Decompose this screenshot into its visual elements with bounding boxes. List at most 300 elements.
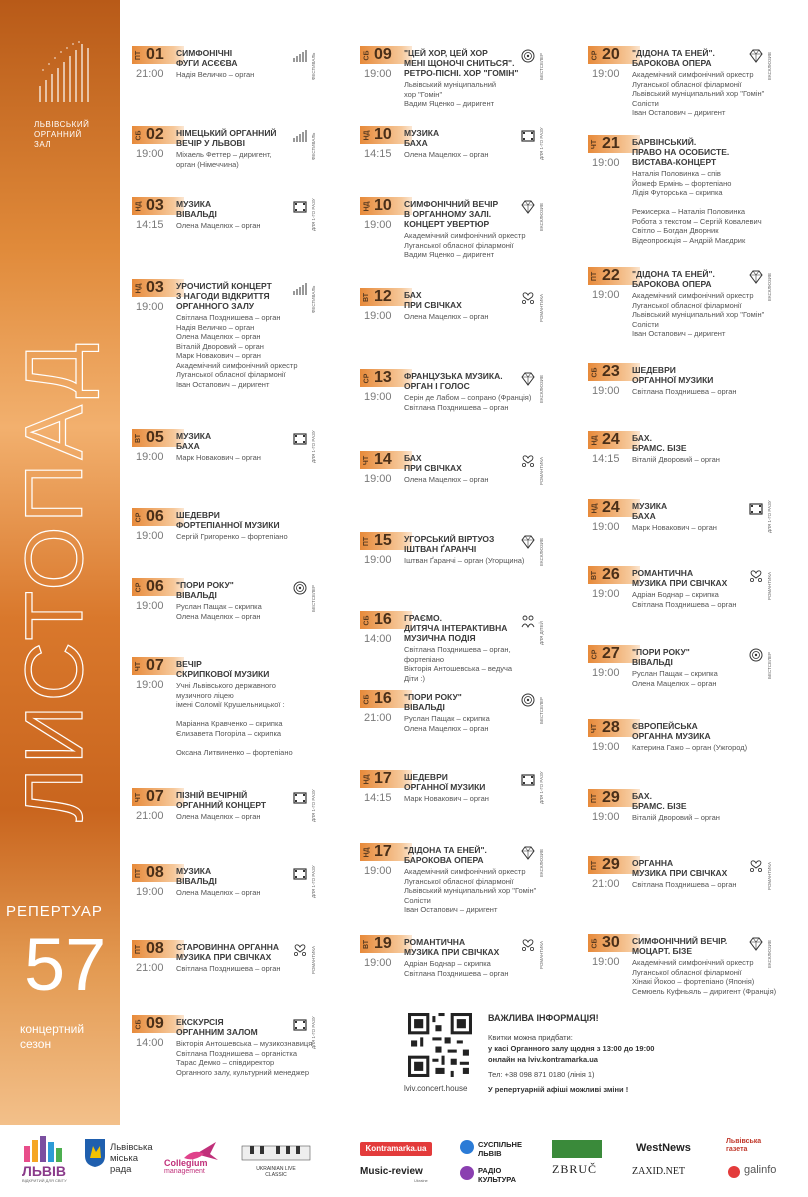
event-title [632, 936, 760, 956]
event-title [404, 772, 532, 792]
day-number: 07 [146, 657, 164, 674]
event-detail-line: Руслан Пащак – скрипка [176, 602, 262, 611]
day-number: 06 [146, 578, 164, 595]
day-number: 08 [146, 864, 164, 881]
event-item[interactable] [132, 940, 352, 1010]
event-category-label: ДЛЯ 1-ГО РАЗУ [311, 1016, 316, 1049]
day-number: 16 [374, 611, 392, 628]
weekday-label [589, 267, 601, 285]
event-title [404, 290, 532, 310]
event-title-line: В ОРГАННОМУ ЗАЛІ. [404, 209, 492, 219]
event-title [632, 647, 760, 667]
event-item[interactable] [360, 451, 580, 521]
event-detail-line: Марк Новакович – орган [632, 523, 717, 532]
event-detail-line: Олена Мацелюх – орган [176, 812, 261, 821]
event-item[interactable] [132, 864, 352, 934]
event-title-line: ОРГАННОЇ МУЗИКИ [632, 375, 714, 385]
event-details [176, 681, 336, 757]
film-icon [292, 431, 308, 447]
event-item[interactable] [132, 1015, 352, 1085]
event-detail-line: Семюель Куфньяль – диригент (Франція) [632, 986, 777, 996]
event-item[interactable] [588, 789, 808, 859]
event-category-label: ФЕСТИВАЛЬ [311, 285, 316, 313]
weekday-text: ПТ [135, 944, 143, 954]
day-number: 12 [374, 288, 392, 305]
radio-culture-logo[interactable] [478, 1166, 516, 1184]
weekday-text: ЧТ [591, 723, 599, 733]
weekday-text: ЧТ [135, 661, 143, 671]
weekday-label [589, 934, 601, 952]
event-title-line: "ДІДОНА ТА ЕНЕЙ". [632, 48, 715, 58]
weekday-text: НД [591, 434, 599, 446]
event-item[interactable] [360, 935, 580, 1005]
event-title [632, 433, 760, 453]
event-title-line: ШЕДЕВРИ [404, 772, 448, 782]
event-title [404, 692, 532, 712]
event-time: 19:00 [592, 588, 620, 600]
weekday-label [361, 197, 373, 215]
film-icon [748, 501, 764, 517]
event-title [176, 128, 304, 148]
event-time: 19:00 [592, 741, 620, 753]
event-item[interactable] [588, 363, 808, 433]
weekday-label [361, 935, 373, 953]
weekday-label [361, 532, 373, 550]
weekday-text: ВТ [591, 570, 599, 580]
westnews-logo[interactable]: WestNews [636, 1142, 691, 1154]
day-number: 24 [602, 499, 620, 516]
event-title-line: ОРГАННОЇ МУЗИКИ [404, 782, 486, 792]
event-time: 21:00 [136, 962, 164, 974]
event-category-label: ЕКСКЛЮЗИВ [539, 203, 544, 231]
event-title-line: БАРОКОВА ОПЕРА [632, 58, 712, 68]
bestseller-icon [748, 647, 764, 663]
day-number: 13 [374, 369, 392, 386]
event-category-label: ДЛЯ 1-ГО РАЗУ [311, 865, 316, 898]
event-title-line: ІШТВАН ҐАРАНЧІ [404, 544, 477, 554]
event-item[interactable] [132, 46, 352, 116]
weekday-text: ВТ [363, 939, 371, 949]
event-detail-line: Луганської обласної філармонії [632, 79, 742, 89]
event-time: 19:00 [136, 530, 164, 542]
zbruc-logo[interactable]: ZBRUČ [552, 1162, 598, 1176]
event-title [404, 453, 532, 473]
event-title [176, 199, 304, 219]
weekday-text: НД [135, 282, 143, 294]
event-details [176, 532, 336, 542]
music-review-sub: Ukraine [414, 1178, 428, 1183]
event-category-label: ЕКСКЛЮЗИВ [539, 538, 544, 566]
event-title-line: ОРГАННА [632, 858, 674, 868]
weekday-text: СБ [363, 693, 371, 705]
event-title-line: "ПОРИ РОКУ" [632, 647, 690, 657]
event-time: 14:15 [592, 453, 620, 465]
weekday-text: НД [363, 773, 371, 785]
event-time: 19:00 [136, 886, 164, 898]
event-title-line: БАХА [404, 138, 428, 148]
event-category-label: РОМАНТИКА [767, 571, 772, 600]
bestseller-icon [292, 580, 308, 596]
event-title-line: РОМАНТИЧНА [632, 568, 694, 578]
film-icon [520, 772, 536, 788]
event-title [632, 501, 760, 521]
weekday-label [133, 788, 145, 806]
event-time: 21:00 [592, 878, 620, 890]
romance-icon [520, 290, 536, 306]
day-number: 14 [374, 451, 392, 468]
weekday-label [133, 940, 145, 958]
event-category-label: РОМАНТИКА [539, 456, 544, 485]
event-title-line: МУЗИКА ПРИ СВІЧКАХ [632, 868, 728, 878]
weekday-text: НД [135, 200, 143, 212]
event-title-line: ОРГАННА МУЗИКА [632, 731, 711, 741]
event-detail-line: Світло – Богдан Дворник [632, 226, 719, 235]
event-item[interactable] [588, 135, 808, 245]
event-time: 21:00 [136, 810, 164, 822]
event-category-label: РОМАНТИКА [539, 940, 544, 969]
event-detail-line: Іван Остапович – диригент [176, 379, 270, 389]
event-title-line: ВИСТАВА-КОНЦЕРТ [632, 157, 717, 167]
qr-caption[interactable]: lviv.concert.house [404, 1084, 468, 1093]
weekday-label [133, 1015, 145, 1033]
radio-dot-icon [460, 1166, 474, 1180]
event-detail-line: Львівський муніципальний [404, 80, 497, 89]
lvivska-gazeta-logo[interactable]: Львівська газета [726, 1138, 762, 1153]
event-title-line: МУЗИКА ПРИ СВІЧКАХ [404, 947, 500, 957]
weekday-text: ПТ [363, 536, 371, 546]
day-number: 08 [146, 940, 164, 957]
event-detail-line: Львівський муніципальний хор "Гомін" [632, 310, 765, 319]
weekday-text: ПТ [135, 50, 143, 60]
music-review-logo[interactable]: Music-review [360, 1166, 423, 1177]
radio-line: РАДІО [478, 1166, 502, 1175]
month-title-text: ЛИСТОПАД [9, 338, 100, 822]
day-number: 21 [602, 135, 620, 152]
event-detail-line [176, 710, 336, 720]
kontramarka-logo[interactable]: Kontramarka.ua [360, 1142, 432, 1156]
event-detail-line: Академічний симфонічний оркестр [404, 867, 526, 876]
qr-code-icon[interactable] [408, 1013, 472, 1077]
weekday-label [589, 46, 601, 64]
galinfo-logo[interactable]: galinfo [744, 1164, 777, 1176]
event-detail-line: Олена Мацелюх – орган [404, 723, 489, 733]
event-title-line: БАХА [632, 511, 656, 521]
event-title-line: ВЕЧІР У ЛЬВОВІ [176, 138, 245, 148]
event-title-line: ВІВАЛЬДІ [632, 657, 673, 667]
event-detail-line: Луганської обласної філармонії [632, 300, 742, 310]
event-item[interactable] [588, 267, 808, 337]
event-detail-line: Марк Новакович – орган [404, 794, 489, 803]
event-detail-line: Вікторія Антошевська – ведуча [404, 664, 513, 673]
event-title [404, 128, 532, 148]
event-detail-line: Руслан Пащак – скрипка [404, 714, 490, 723]
event-details [176, 313, 336, 389]
event-category-label: БЕСТСЕЛЕР [539, 696, 544, 724]
weekday-text: ЧТ [135, 792, 143, 802]
event-detail-line: Віталій Дворовий – орган [632, 813, 720, 822]
ulc-logo[interactable] [238, 1142, 314, 1178]
event-detail-line [632, 198, 792, 208]
event-time: 19:00 [592, 521, 620, 533]
council-line: рада [110, 1164, 132, 1175]
event-item[interactable] [588, 499, 808, 569]
collegium-logo[interactable] [164, 1140, 220, 1175]
lviv-council-logo[interactable] [84, 1138, 106, 1170]
event-item[interactable] [360, 197, 580, 267]
event-time: 19:00 [592, 956, 620, 968]
event-detail-line: Міхаель Феттер – диригент, [176, 150, 272, 159]
event-time: 21:00 [136, 68, 164, 80]
event-time: 19:00 [364, 473, 392, 485]
weekday-text: НД [363, 200, 371, 212]
event-detail-line: Світлана Позднишева – орган [632, 599, 737, 609]
film-icon [520, 128, 536, 144]
festival-icon [292, 48, 308, 64]
diamond-icon [748, 936, 764, 952]
event-time: 19:00 [364, 219, 392, 231]
event-time: 19:00 [592, 667, 620, 679]
weekday-label [133, 46, 145, 64]
weekday-text: НД [591, 502, 599, 514]
season-line: сезон [20, 1037, 52, 1051]
event-title [632, 269, 760, 289]
event-item[interactable] [360, 46, 580, 116]
lviv-logo-sub: ВІДКРИТИЙ ДЛЯ СВІТУ [22, 1178, 67, 1183]
event-title-line: БРАМС. БІЗЕ [632, 801, 687, 811]
event-item[interactable] [588, 856, 808, 926]
event-detail-line: Світлана Позднишева – орган [632, 880, 737, 889]
event-item[interactable] [132, 126, 352, 196]
weekday-label [133, 126, 145, 144]
ulc-text: UKRAINIAN LIVE [256, 1166, 296, 1172]
lviv-logo[interactable] [22, 1136, 72, 1182]
event-title-line: УРОЧИСТИЙ КОНЦЕРТ [176, 281, 272, 291]
event-item[interactable] [588, 566, 808, 636]
weekday-text: ЧТ [363, 455, 371, 465]
weekday-text: НД [363, 129, 371, 141]
day-number: 06 [146, 508, 164, 525]
info-phone[interactable]: Тел: +38 098 871 0180 (лінія 1) [488, 1070, 595, 1079]
zaxid-logo[interactable]: ZAXID.NET [632, 1166, 686, 1177]
event-detail-line: Єлизавета Погоріла – скрипка [176, 728, 282, 738]
event-title-line: ПІЗНІЙ ВЕЧІРНІЙ [176, 790, 248, 800]
event-item[interactable] [360, 126, 580, 196]
diamond-icon [520, 845, 536, 861]
weekday-label [361, 126, 373, 144]
event-detail-line: Вікторія Антошевська – музикознавиця [176, 1039, 313, 1048]
event-category-label: ДЛЯ 1-ГО РАЗУ [767, 500, 772, 533]
event-time: 19:00 [364, 957, 392, 969]
event-item[interactable] [360, 611, 580, 681]
collegium-sub: management [164, 1168, 205, 1175]
event-title-line: ФРАНЦУЗЬКА МУЗИКА. [404, 371, 503, 381]
event-title-line: "ДІДОНА ТА ЕНЕЙ". [632, 269, 715, 279]
weekday-label [133, 429, 145, 447]
event-detail-line: Академічний симфонічний оркестр [632, 958, 754, 967]
event-item[interactable] [588, 645, 808, 715]
event-item[interactable] [360, 288, 580, 358]
festival-icon [292, 281, 308, 297]
event-title-line: ДИТЯЧА ІНТЕРАКТИВНА [404, 623, 508, 633]
event-time: 19:00 [592, 385, 620, 397]
film-icon [292, 1017, 308, 1033]
event-category-label: РОМАНТИКА [767, 861, 772, 890]
event-title-line: МУЗИКА [176, 431, 212, 441]
event-item[interactable] [132, 279, 352, 389]
coat-of-arms-icon [84, 1138, 106, 1168]
weekday-text: ЧТ [591, 139, 599, 149]
event-title-line: МУЗИЧНА ПОДІЯ [404, 633, 476, 643]
event-item[interactable] [132, 429, 352, 499]
info-line: Квитки можна придбати: [488, 1033, 573, 1042]
weekday-label [361, 843, 373, 861]
event-title [404, 534, 532, 554]
event-details [632, 813, 792, 823]
event-detail-line: Хінакі Йокоо – фортепіано (Японія) [632, 977, 755, 986]
event-time: 19:00 [592, 68, 620, 80]
info-line: у касі Органного залу щодня з 13:00 до 19:00 [488, 1044, 655, 1053]
day-number: 09 [146, 1015, 164, 1032]
event-detail-line: Олена Мацелюх – орган [632, 678, 717, 688]
event-details [404, 645, 564, 683]
weekday-text: СБ [135, 129, 143, 141]
weekday-text: ПТ [135, 868, 143, 878]
event-detail-line: Іван Остапович – диригент [632, 329, 726, 338]
event-time: 14:15 [364, 792, 392, 804]
event-title-line: СИМФОНІЧНИЙ ВЕЧІР [404, 199, 499, 209]
event-detail-line: Світлана Позднишева – орган [632, 387, 737, 396]
event-title [632, 48, 760, 68]
event-detail-line: Академічний симфонічний оркестр [404, 231, 526, 240]
event-detail-line: Маріанна Кравченко – скрипка [176, 719, 283, 728]
event-category-label: ЕКСКЛЮЗИВ [767, 940, 772, 968]
event-category-label: ДЛЯ 1-ГО РАЗУ [311, 789, 316, 822]
weekday-label [361, 770, 373, 788]
event-detail-line: Академічний симфонічний оркестр [632, 291, 754, 300]
event-detail-line: Солісти [632, 98, 659, 108]
event-detail-line: музичного ліцею [176, 690, 234, 700]
day-number: 30 [602, 934, 620, 951]
event-item[interactable] [588, 431, 808, 501]
event-title-line: ВЕЧІР [176, 659, 202, 669]
diamond-icon [520, 371, 536, 387]
weekday-label [589, 363, 601, 381]
festival-icon [292, 128, 308, 144]
event-title-line: БАХ. [632, 791, 652, 801]
season-number: 57 [24, 923, 107, 1006]
weekday-text: ПТ [591, 860, 599, 870]
bestseller-icon [520, 48, 536, 64]
repertoire-label: РЕПЕРТУАР [6, 903, 103, 920]
event-detail-line: Луганської обласної філармонії [404, 240, 514, 250]
film-icon [292, 199, 308, 215]
event-title-line: РЕТРО-ПІСНІ. ХОР "ГОМІН" [404, 68, 519, 78]
event-detail-line: Руслан Пащак – скрипка [632, 669, 718, 678]
event-detail-line [176, 738, 336, 748]
day-number: 23 [602, 363, 620, 380]
event-details [632, 455, 792, 465]
event-title [404, 199, 532, 229]
romance-icon [748, 858, 764, 874]
suspilne-logo[interactable] [478, 1140, 522, 1158]
event-time: 19:00 [136, 600, 164, 612]
bestseller-icon [520, 692, 536, 708]
event-item[interactable] [132, 508, 352, 578]
event-title-line: ВІВАЛЬДІ [176, 590, 217, 600]
weekday-label [133, 508, 145, 526]
romance-icon [292, 942, 308, 958]
event-item[interactable] [360, 770, 580, 840]
info-link[interactable]: онлайн на lviv.kontramarka.ua [488, 1055, 598, 1064]
event-item[interactable] [588, 934, 808, 1004]
event-detail-line: Оксана Литвиненко – фортепіано [176, 747, 293, 757]
event-title [176, 48, 304, 68]
event-time: 19:00 [136, 301, 164, 313]
event-detail-line: Світлана Позднишева – орган, [404, 645, 511, 654]
weekday-text: ПТ [591, 271, 599, 281]
event-category-label: БЕСТСЕЛЕР [539, 52, 544, 80]
organ-hall-logo-text [34, 120, 89, 150]
weekday-label [589, 856, 601, 874]
event-title-line: "ПОРИ РОКУ" [176, 580, 234, 590]
weekday-label [589, 789, 601, 807]
event-detail-line: Тарас Демко – співдиректор [176, 1058, 275, 1067]
event-details [632, 743, 792, 753]
event-item[interactable] [132, 197, 352, 267]
event-item[interactable] [132, 788, 352, 858]
event-item[interactable] [132, 578, 352, 648]
weekday-text: СБ [363, 49, 371, 61]
event-title-line: ЄВРОПЕЙСЬКА [632, 721, 698, 731]
event-title-line: БАХ [404, 290, 422, 300]
radio-line: КУЛЬТУРА [478, 1175, 517, 1184]
event-item[interactable] [360, 690, 580, 760]
event-title-line: СТАРОВИННА ОРГАННА [176, 942, 280, 952]
event-item[interactable] [360, 532, 580, 602]
event-detail-line: Вадим Яценко – диригент [404, 99, 495, 108]
event-title-line: РОМАНТИЧНА [404, 937, 466, 947]
partners-bar [0, 1130, 800, 1197]
event-title-line: "ДІДОНА ТА ЕНЕЙ". [404, 845, 487, 855]
season-label [20, 1022, 84, 1052]
event-time: 19:00 [364, 865, 392, 877]
event-category-label: БЕСТСЕЛЕР [767, 651, 772, 679]
event-detail-line: Йожеф Ермінь – фортепіано [632, 178, 732, 188]
weekday-label [361, 288, 373, 306]
event-item[interactable] [360, 369, 580, 439]
event-item[interactable] [132, 657, 352, 757]
event-time: 19:00 [136, 451, 164, 463]
event-item[interactable] [588, 719, 808, 789]
event-detail-line: Віталій Дворовий – орган [176, 341, 264, 351]
weekday-text: СР [363, 373, 371, 383]
lviv-towers-icon [22, 1136, 66, 1162]
event-title [404, 845, 532, 865]
event-details [404, 80, 564, 109]
event-item[interactable] [360, 843, 580, 913]
event-item[interactable] [588, 46, 808, 116]
event-detail-line: Віталій Дворовий – орган [632, 455, 720, 464]
event-title [404, 48, 532, 78]
event-title [176, 942, 304, 962]
event-title-line: ФУГИ АСЄЄВА [176, 58, 238, 68]
event-detail-line: Іван Остапович – диригент [632, 108, 726, 117]
romance-icon [748, 568, 764, 584]
event-detail-line: орган (Німеччина) [176, 159, 239, 169]
zbruc-banner-icon [552, 1140, 602, 1158]
event-title [632, 721, 760, 741]
event-title-line: МУЗИКА [404, 128, 440, 138]
